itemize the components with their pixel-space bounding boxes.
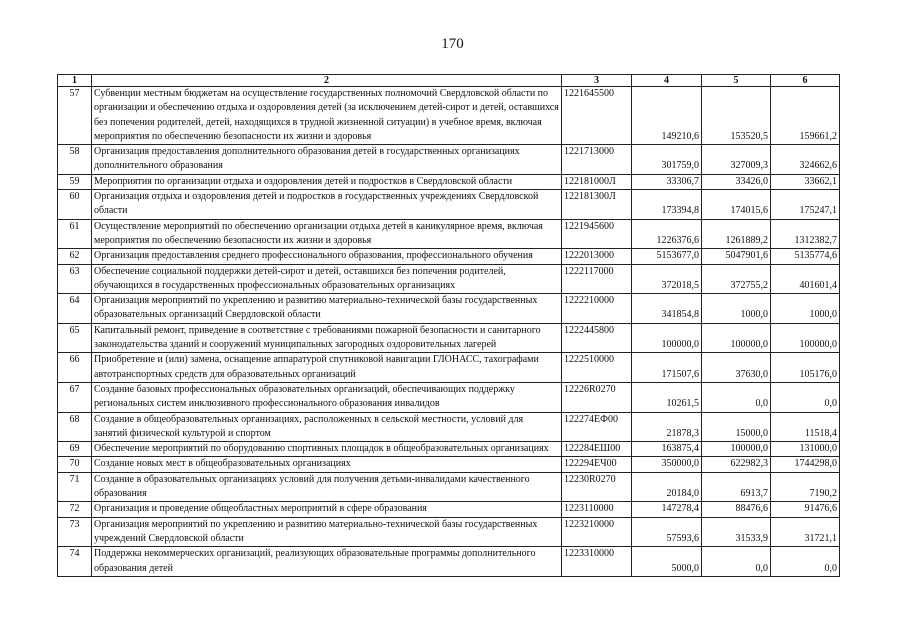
row-value-col4: 341854,8	[632, 294, 702, 324]
row-value-col5: 1000,0	[702, 294, 771, 324]
row-number: 63	[58, 264, 92, 294]
row-value-col6: 11518,4	[771, 412, 840, 442]
row-description: Осуществление мероприятий по обеспечению организации отдыха детей в каникулярное время, включая мероприятия по обеспечению безопасности их жизни и здоровья	[92, 219, 562, 249]
row-description: Создание новых мест в общеобразовательных организациях	[92, 457, 562, 472]
row-code: 122284ЕШ00	[562, 442, 632, 457]
table-row	[58, 412, 840, 442]
row-value-col4: 350000,0	[632, 457, 702, 472]
row-value-col4: 372018,5	[632, 264, 702, 294]
row-code: 12230R0270	[562, 472, 632, 502]
row-description: Поддержка некоммерческих организаций, реализующих образовательные программы дополнительного образования детей	[92, 547, 562, 577]
row-value-col5: 174015,6	[702, 190, 771, 220]
row-number: 71	[58, 472, 92, 502]
row-number: 70	[58, 457, 92, 472]
table-row	[58, 323, 840, 353]
row-code: 12226R0270	[562, 382, 632, 412]
table-header-row	[58, 75, 840, 87]
row-value-col5: 37630,0	[702, 353, 771, 383]
row-code: 122294ЕЧ00	[562, 457, 632, 472]
row-value-col6: 1312382,7	[771, 219, 840, 249]
row-value-col5: 15000,0	[702, 412, 771, 442]
row-description: Создание базовых профессиональных образовательных организаций, обеспечивающих поддержку региональных систем инклюзивного профессионального образования инвалидов	[92, 382, 562, 412]
row-value-col5: 88476,6	[702, 502, 771, 517]
row-value-col5: 327009,3	[702, 145, 771, 175]
row-value-col4: 21878,3	[632, 412, 702, 442]
row-value-col4: 163875,4	[632, 442, 702, 457]
row-number: 73	[58, 517, 92, 547]
row-value-col5: 5047901,6	[702, 249, 771, 264]
row-number: 61	[58, 219, 92, 249]
header-col-1: 1	[58, 75, 92, 87]
row-description: Организация мероприятий по укреплению и развитию материально-технической базы государственных образовательных организаций Свердловской области	[92, 294, 562, 324]
row-code: 1221645500	[562, 87, 632, 145]
row-value-col6: 131000,0	[771, 442, 840, 457]
row-description: Организация предоставления среднего профессионального образования, профессионального обучения	[92, 249, 562, 264]
row-description: Организация и проведение общеобластных мероприятий в сфере образования	[92, 502, 562, 517]
row-value-col5: 0,0	[702, 382, 771, 412]
row-code: 1221713000	[562, 145, 632, 175]
row-value-col5: 1261889,2	[702, 219, 771, 249]
table-row	[58, 219, 840, 249]
row-value-col6: 5135774,6	[771, 249, 840, 264]
row-value-col5: 622982,3	[702, 457, 771, 472]
row-value-col4: 147278,4	[632, 502, 702, 517]
row-number: 67	[58, 382, 92, 412]
row-value-col4: 1226376,6	[632, 219, 702, 249]
row-value-col5: 0,0	[702, 547, 771, 577]
row-number: 60	[58, 190, 92, 220]
row-value-col4: 100000,0	[632, 323, 702, 353]
table-row	[58, 264, 840, 294]
row-description: Капитальный ремонт, приведение в соответствие с требованиями пожарной безопасности и санитарного законодательства зданий и сооружений муниципальных загородных оздоровительных лагерей	[92, 323, 562, 353]
row-number: 62	[58, 249, 92, 264]
table-row	[58, 174, 840, 189]
table-row	[58, 517, 840, 547]
budget-table	[57, 74, 840, 577]
table-row	[58, 442, 840, 457]
row-number: 74	[58, 547, 92, 577]
row-value-col6: 1000,0	[771, 294, 840, 324]
row-code: 122274ЕФ00	[562, 412, 632, 442]
row-value-col5: 6913,7	[702, 472, 771, 502]
table-row	[58, 502, 840, 517]
row-number: 65	[58, 323, 92, 353]
row-code: 1222510000	[562, 353, 632, 383]
row-value-col5: 372755,2	[702, 264, 771, 294]
row-value-col4: 33306,7	[632, 174, 702, 189]
row-description: Субвенции местным бюджетам на осуществление государственных полномочий Свердловской области по организации и обеспечению отдыха и оздоровления детей (за исключением детей-сирот и детей, оставшихся без попечения родителей, детей, находящихся в трудной жизненной ситуации) в учебное время, включая мероприятия по обеспечению безопасности их жизни и здоровья	[92, 87, 562, 145]
row-value-col6: 100000,0	[771, 323, 840, 353]
row-number: 69	[58, 442, 92, 457]
row-code: 1223310000	[562, 547, 632, 577]
row-value-col6: 91476,6	[771, 502, 840, 517]
row-number: 66	[58, 353, 92, 383]
header-col-6: 6	[771, 75, 840, 87]
row-value-col4: 301759,0	[632, 145, 702, 175]
header-col-5: 5	[702, 75, 771, 87]
row-description: Организация предоставления дополнительного образования детей в государственных организациях дополнительного образования	[92, 145, 562, 175]
table-row	[58, 294, 840, 324]
table-row	[58, 547, 840, 577]
row-code: 1223110000	[562, 502, 632, 517]
header-col-2: 2	[92, 75, 562, 87]
table-row	[58, 190, 840, 220]
row-description: Обеспечение мероприятий по оборудованию спортивных площадок в общеобразовательных организациях	[92, 442, 562, 457]
row-value-col6: 324662,6	[771, 145, 840, 175]
row-value-col6: 31721,1	[771, 517, 840, 547]
row-code: 1223210000	[562, 517, 632, 547]
row-code: 122181000Л	[562, 174, 632, 189]
row-description: Мероприятия по организации отдыха и оздоровления детей и подростков в Свердловской области	[92, 174, 562, 189]
row-value-col4: 173394,8	[632, 190, 702, 220]
table-row	[58, 353, 840, 383]
row-value-col6: 7190,2	[771, 472, 840, 502]
row-number: 58	[58, 145, 92, 175]
row-description: Обеспечение социальной поддержки детей-сирот и детей, оставшихся без попечения родителей, обучающихся в государственных профессиональных образовательных организациях	[92, 264, 562, 294]
row-value-col4: 10261,5	[632, 382, 702, 412]
row-value-col6: 159661,2	[771, 87, 840, 145]
row-value-col6: 0,0	[771, 382, 840, 412]
row-value-col5: 33426,0	[702, 174, 771, 189]
row-description: Организация мероприятий по укреплению и развитию материально-технической базы государственных учреждений Свердловской области	[92, 517, 562, 547]
table-row	[58, 472, 840, 502]
row-number: 68	[58, 412, 92, 442]
row-code: 1222210000	[562, 294, 632, 324]
row-value-col6: 1744298,0	[771, 457, 840, 472]
header-col-3: 3	[562, 75, 632, 87]
row-value-col5: 100000,0	[702, 442, 771, 457]
row-value-col4: 57593,6	[632, 517, 702, 547]
row-value-col6: 401601,4	[771, 264, 840, 294]
table-row	[58, 249, 840, 264]
row-value-col4: 5153677,0	[632, 249, 702, 264]
page-number: 170	[441, 36, 464, 52]
row-code: 1222445800	[562, 323, 632, 353]
row-value-col4: 171507,6	[632, 353, 702, 383]
row-number: 64	[58, 294, 92, 324]
row-value-col6: 0,0	[771, 547, 840, 577]
row-value-col5: 31533,9	[702, 517, 771, 547]
row-code: 1222117000	[562, 264, 632, 294]
row-description: Приобретение и (или) замена, оснащение аппаратурой спутниковой навигации ГЛОНАСС, тахографами автотранспортных средств для образовательных организаций	[92, 353, 562, 383]
row-value-col5: 153520,5	[702, 87, 771, 145]
row-number: 57	[58, 87, 92, 145]
table-row	[58, 382, 840, 412]
table-row	[58, 145, 840, 175]
row-value-col6: 105176,0	[771, 353, 840, 383]
row-description: Организация отдыха и оздоровления детей и подростков в государственных учреждениях Свердловской области	[92, 190, 562, 220]
row-value-col5: 100000,0	[702, 323, 771, 353]
row-value-col6: 175247,1	[771, 190, 840, 220]
row-code: 1221945600	[562, 219, 632, 249]
table-row	[58, 87, 840, 145]
row-code: 122181300Л	[562, 190, 632, 220]
row-code: 1222013000	[562, 249, 632, 264]
row-description: Создание в общеобразовательных организациях, расположенных в сельской местности, условий для занятий физической культурой и спортом	[92, 412, 562, 442]
row-value-col4: 20184,0	[632, 472, 702, 502]
row-value-col4: 149210,6	[632, 87, 702, 145]
row-number: 72	[58, 502, 92, 517]
row-value-col4: 5000,0	[632, 547, 702, 577]
header-col-4: 4	[632, 75, 702, 87]
row-number: 59	[58, 174, 92, 189]
row-value-col6: 33662,1	[771, 174, 840, 189]
table-row	[58, 457, 840, 472]
row-description: Создание в образовательных организациях условий для получения детьми-инвалидами качественного образования	[92, 472, 562, 502]
